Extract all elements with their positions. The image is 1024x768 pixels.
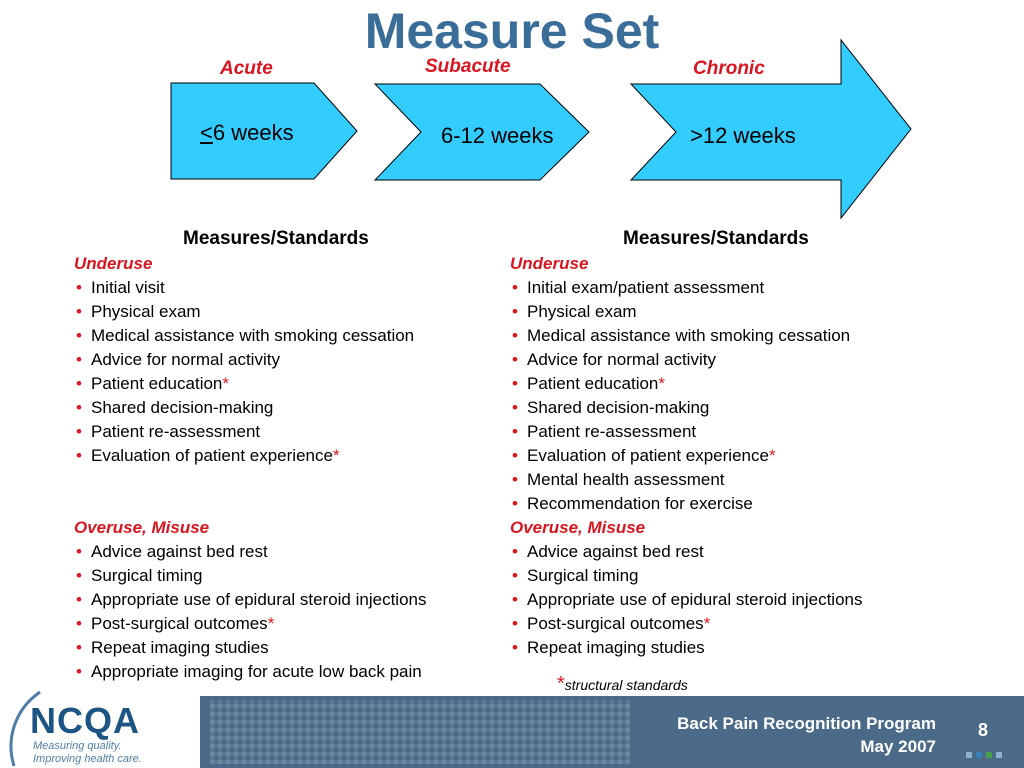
right-underuse-item: • Shared decision-making [510,396,862,420]
right-overuse-heading: Overuse, Misuse [510,518,646,537]
left-overuse-heading: Overuse, Misuse [74,518,210,537]
left-underuse-item: • Physical exam [74,300,426,324]
dot-1 [966,752,972,758]
right-overuse-item: • Repeat imaging studies [510,636,862,660]
chronic-range: >12 weeks [690,123,796,148]
left-overuse-list [74,540,426,684]
right-underuse-item: • Physical exam [510,300,862,324]
dot-3 [986,752,992,758]
right-overuse-item: • Advice against bed rest [510,540,862,564]
program-name: Back Pain Recognition Program [677,714,936,733]
left-overuse-item: • Post-surgical outcomes* [74,612,426,636]
right-underuse-heading: Underuse [510,254,589,273]
page-title: Measure Set [364,3,660,59]
left-heading: Measures/Standards [183,228,369,249]
left-overuse-item: • Appropriate use of epidural steroid injections [74,588,426,612]
logo-tagline-2: Improving health care. [33,753,142,765]
right-overuse-item: • Post-surgical outcomes* [510,612,862,636]
footer-program [677,712,936,758]
right-underuse-item: • Recommendation for exercise [510,492,862,516]
right-underuse-list [510,276,862,516]
right-underuse-item: • Patient education* [510,372,862,396]
left-column [74,252,426,684]
right-overuse-item: • Surgical timing [510,564,862,588]
logo-tagline [33,740,142,766]
right-overuse-item: • Appropriate use of epidural steroid injections [510,588,862,612]
stage-label-subacute: Subacute [425,56,511,77]
right-underuse-item: • Initial exam/patient assessment [510,276,862,300]
right-overuse-list [510,540,862,660]
logo-tagline-1: Measuring quality. [33,740,122,752]
left-underuse-list [74,276,426,468]
right-underuse-item: • Medical assistance with smoking cessation [510,324,862,348]
acute-range-value: 6 weeks [212,120,294,145]
structural-standard-star: * [332,446,340,465]
acute-range [200,120,294,146]
left-overuse-item: • Appropriate imaging for acute low back pain [74,660,426,684]
subacute-range: 6-12 weeks [441,123,554,148]
structural-standard-star: * [222,374,230,393]
right-heading: Measures/Standards [623,228,809,249]
left-overuse-item: • Repeat imaging studies [74,636,426,660]
program-date: May 2007 [860,737,936,756]
acute-range-symbol: < [200,120,213,145]
structural-standard-star: * [768,446,776,465]
structural-standard-star: * [267,614,275,633]
footnote-star: * [557,673,565,695]
page-number: 8 [978,720,989,740]
dot-4 [996,752,1002,758]
ncqa-logo: NCQA [30,700,140,741]
left-overuse-item: • Advice against bed rest [74,540,426,564]
right-underuse-item: • Patient re-assessment [510,420,862,444]
timeline-arrows [0,0,1024,230]
footnote [557,673,688,696]
left-underuse-item: • Evaluation of patient experience* [74,444,426,468]
right-underuse-item: • Advice for normal activity [510,348,862,372]
stage-label-acute: Acute [220,58,273,79]
right-underuse-item: • Mental health assessment [510,468,862,492]
left-underuse-item: • Advice for normal activity [74,348,426,372]
footer-pattern [210,700,630,764]
structural-standard-star: * [703,614,711,633]
right-column [510,252,862,660]
structural-standard-star: * [658,374,666,393]
right-underuse-item: • Evaluation of patient experience* [510,444,862,468]
left-underuse-item: • Patient re-assessment [74,420,426,444]
left-overuse-item: • Surgical timing [74,564,426,588]
left-underuse-item: • Patient education* [74,372,426,396]
footnote-text: structural standards [564,677,688,693]
left-underuse-item: • Shared decision-making [74,396,426,420]
dot-2 [976,752,982,758]
left-underuse-heading: Underuse [74,254,153,273]
left-underuse-item: • Initial visit [74,276,426,300]
left-underuse-item: • Medical assistance with smoking cessation [74,324,426,348]
stage-label-chronic: Chronic [693,58,765,79]
